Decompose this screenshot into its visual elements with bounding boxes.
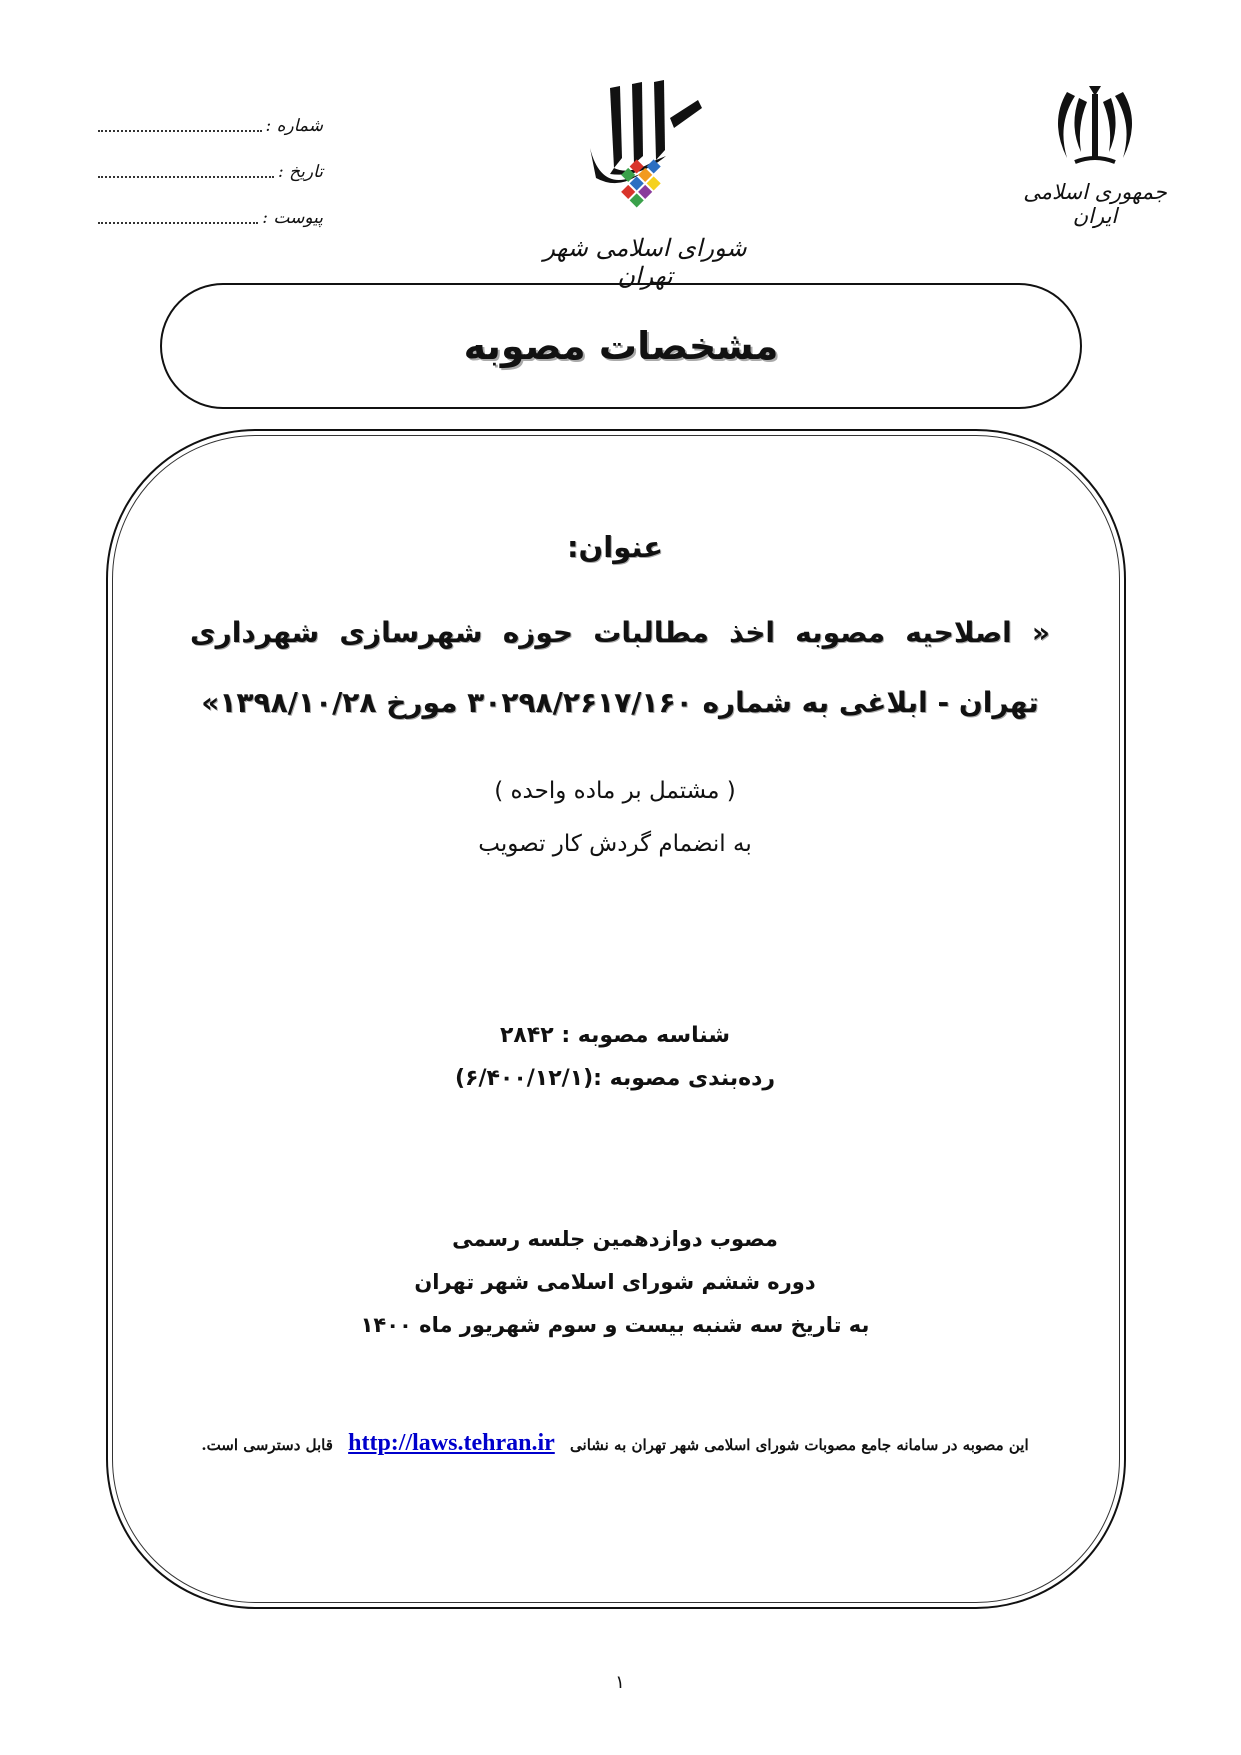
- council-logo-icon: [570, 78, 720, 228]
- number-field: [98, 90, 323, 136]
- page-title: مشخصات مصوبه: [463, 324, 779, 368]
- iran-emblem-icon: [1045, 82, 1145, 172]
- emblem-caption: جمهوری اسلامی ایران: [1023, 180, 1167, 228]
- attachment-line: [98, 222, 258, 224]
- note-workflow: به انضمام گردش کار تصویب: [478, 831, 752, 857]
- date-label: تاریخ :: [278, 162, 323, 182]
- reference-fields: [98, 90, 323, 228]
- resolution-classification: رده‌بندی مصوبه :(۶/۴۰۰/۱۲/۱): [454, 1066, 776, 1091]
- note-single-article: ( مشتمل بر ماده واحده ): [494, 778, 736, 804]
- number-line: [98, 130, 262, 132]
- footer-note-before: این مصوبه در سامانه جامع مصوبات شورای اسلامی شهر تهران به نشانی: [570, 1436, 1029, 1454]
- laws-link[interactable]: http://laws.tehran.ir: [348, 1430, 555, 1456]
- council-name: شورای اسلامی شهر تهران: [543, 234, 747, 290]
- approval-term: دوره ششم شورای اسلامی شهر تهران: [414, 1270, 816, 1294]
- title-box: [160, 283, 1082, 409]
- subject-label: عنوان:: [566, 530, 664, 564]
- page-number: ۱: [615, 1672, 625, 1693]
- footer-note-after: قابل دسترسی است.: [201, 1436, 333, 1454]
- iran-emblem: [1010, 82, 1180, 228]
- approval-date: به تاریخ سه شنبه بیست و سوم شهریور ماه ۱۴۰۰: [360, 1313, 870, 1337]
- date-field: [98, 136, 323, 182]
- resolution-id: شناسه مصوبه : ۲۸۴۲: [499, 1023, 731, 1048]
- attachment-label: پیوست :: [262, 208, 323, 228]
- subject-text: « اصلاحیه مصوبه اخذ مطالبات حوزه شهرسازی شهرداری تهران - ابلاغی به شماره ۳۰۲۹۸/۲۶۱۷/۱۶۰ مورخ ۱۳۹۸/۱۰/۲۸»: [190, 616, 1050, 719]
- council-logo: [530, 78, 760, 290]
- footer-note: [150, 1430, 1080, 1457]
- attachment-field: [98, 182, 323, 228]
- approval-session: مصوب دوازدهمین جلسه رسمی: [452, 1227, 778, 1251]
- number-label: شماره :: [265, 116, 323, 136]
- date-line: [98, 176, 274, 178]
